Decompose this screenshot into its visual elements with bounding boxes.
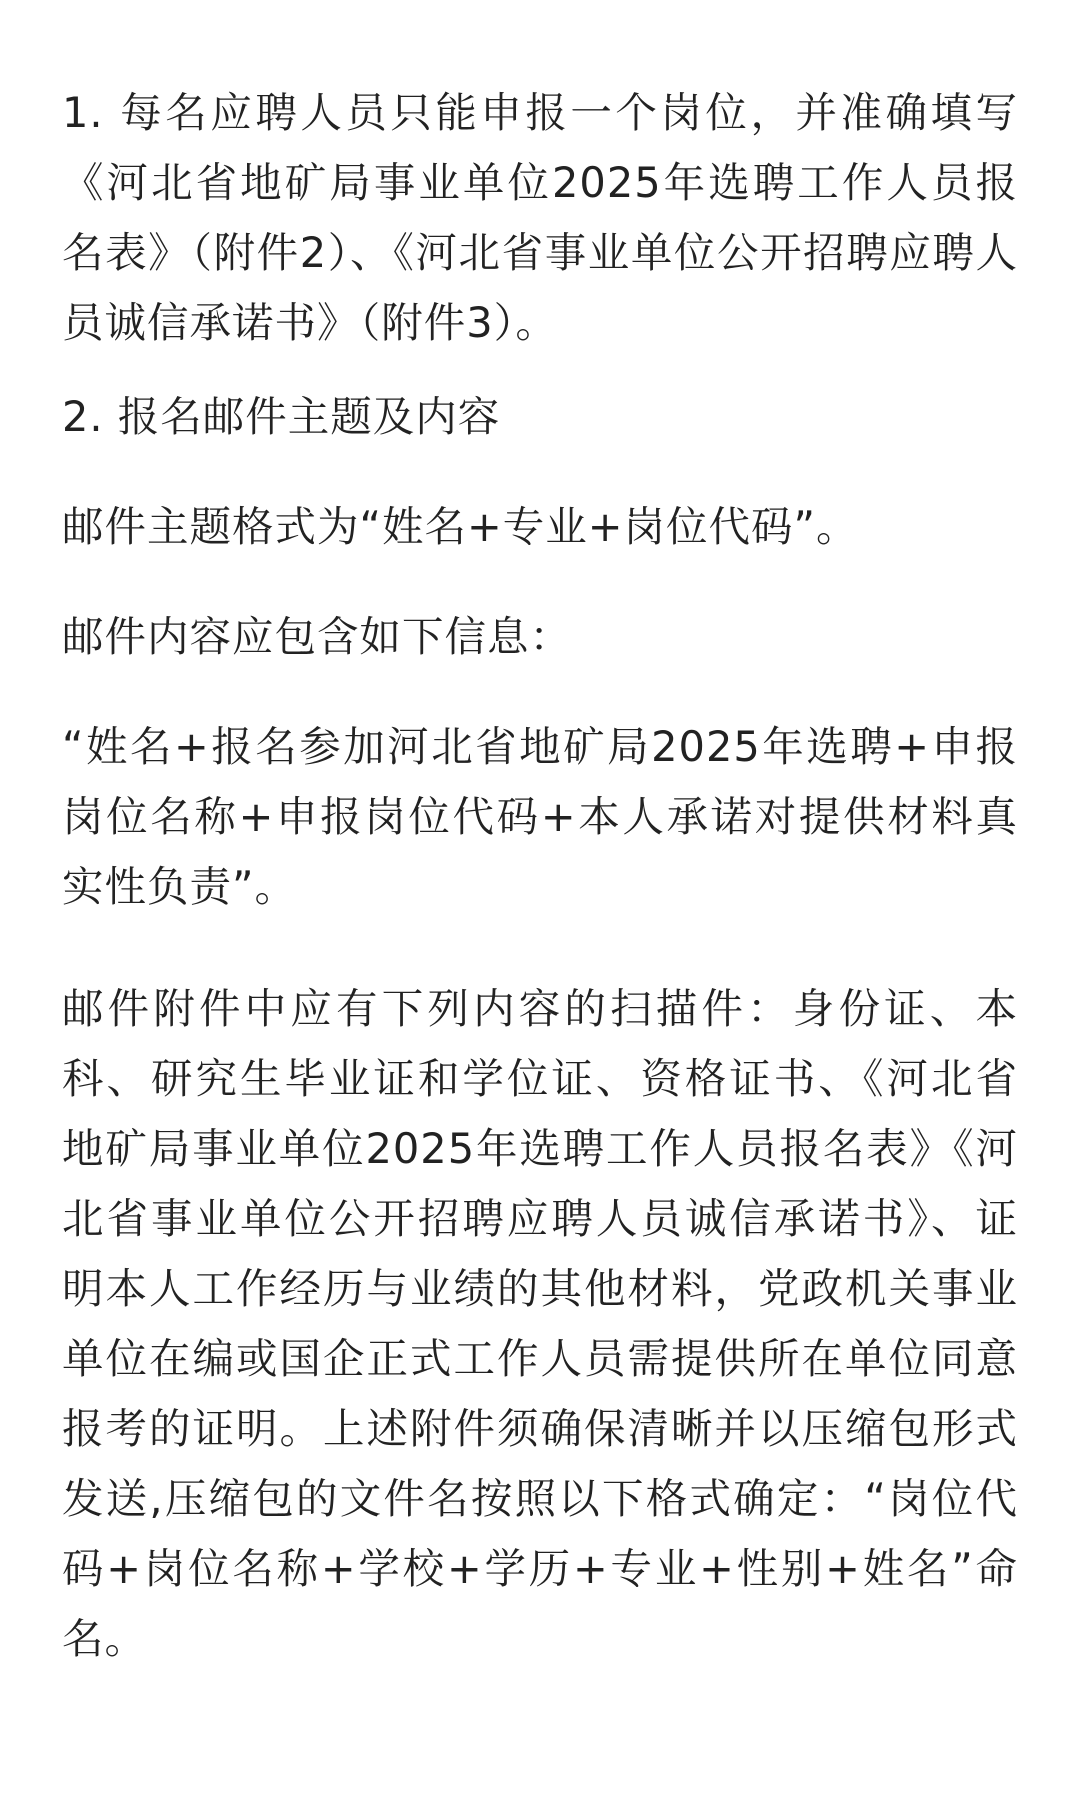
email-content-intro: 邮件内容应包含如下信息： (62, 612, 573, 661)
email-content-template: “姓名+报名参加河北省地矿局2025年选聘+申报岗位名称+申报岗位代码+本人承诺对提供材料真实性负责”。 (62, 722, 1018, 911)
email-attachment-requirements: 邮件附件中应有下列内容的扫描件：身份证、本科、研究生毕业证和学位证、资格证书、《河北省地矿局事业单位2025年选聘工作人员报名表》《河北省事业单位公开招聘应聘人员诚信承诺书》、证明本人工作经历与业绩的其他材料，党政机关事业单位在编或国企正式工作人员需提供所在单位同意报考的证明。上述附件须确保清晰并以压缩包形式发送,压缩包的文件名按照以下格式确定：“岗位代码+岗位名称+学校+学历+专业+性别+姓名”命名。 (62, 984, 1018, 1663)
item-1-one-position-per-applicant: 1. 每名应聘人员只能申报一个岗位，并准确填写《河北省地矿局事业单位2025年选聘工作人员报名表》（附件2）、《河北省事业单位公开招聘应聘人员诚信承诺书》（附件3）。 (62, 88, 1018, 347)
email-subject-format: 邮件主题格式为“姓名+专业+岗位代码”。 (62, 502, 859, 551)
item-2-email-subject-and-content: 2. 报名邮件主题及内容 (62, 392, 501, 441)
